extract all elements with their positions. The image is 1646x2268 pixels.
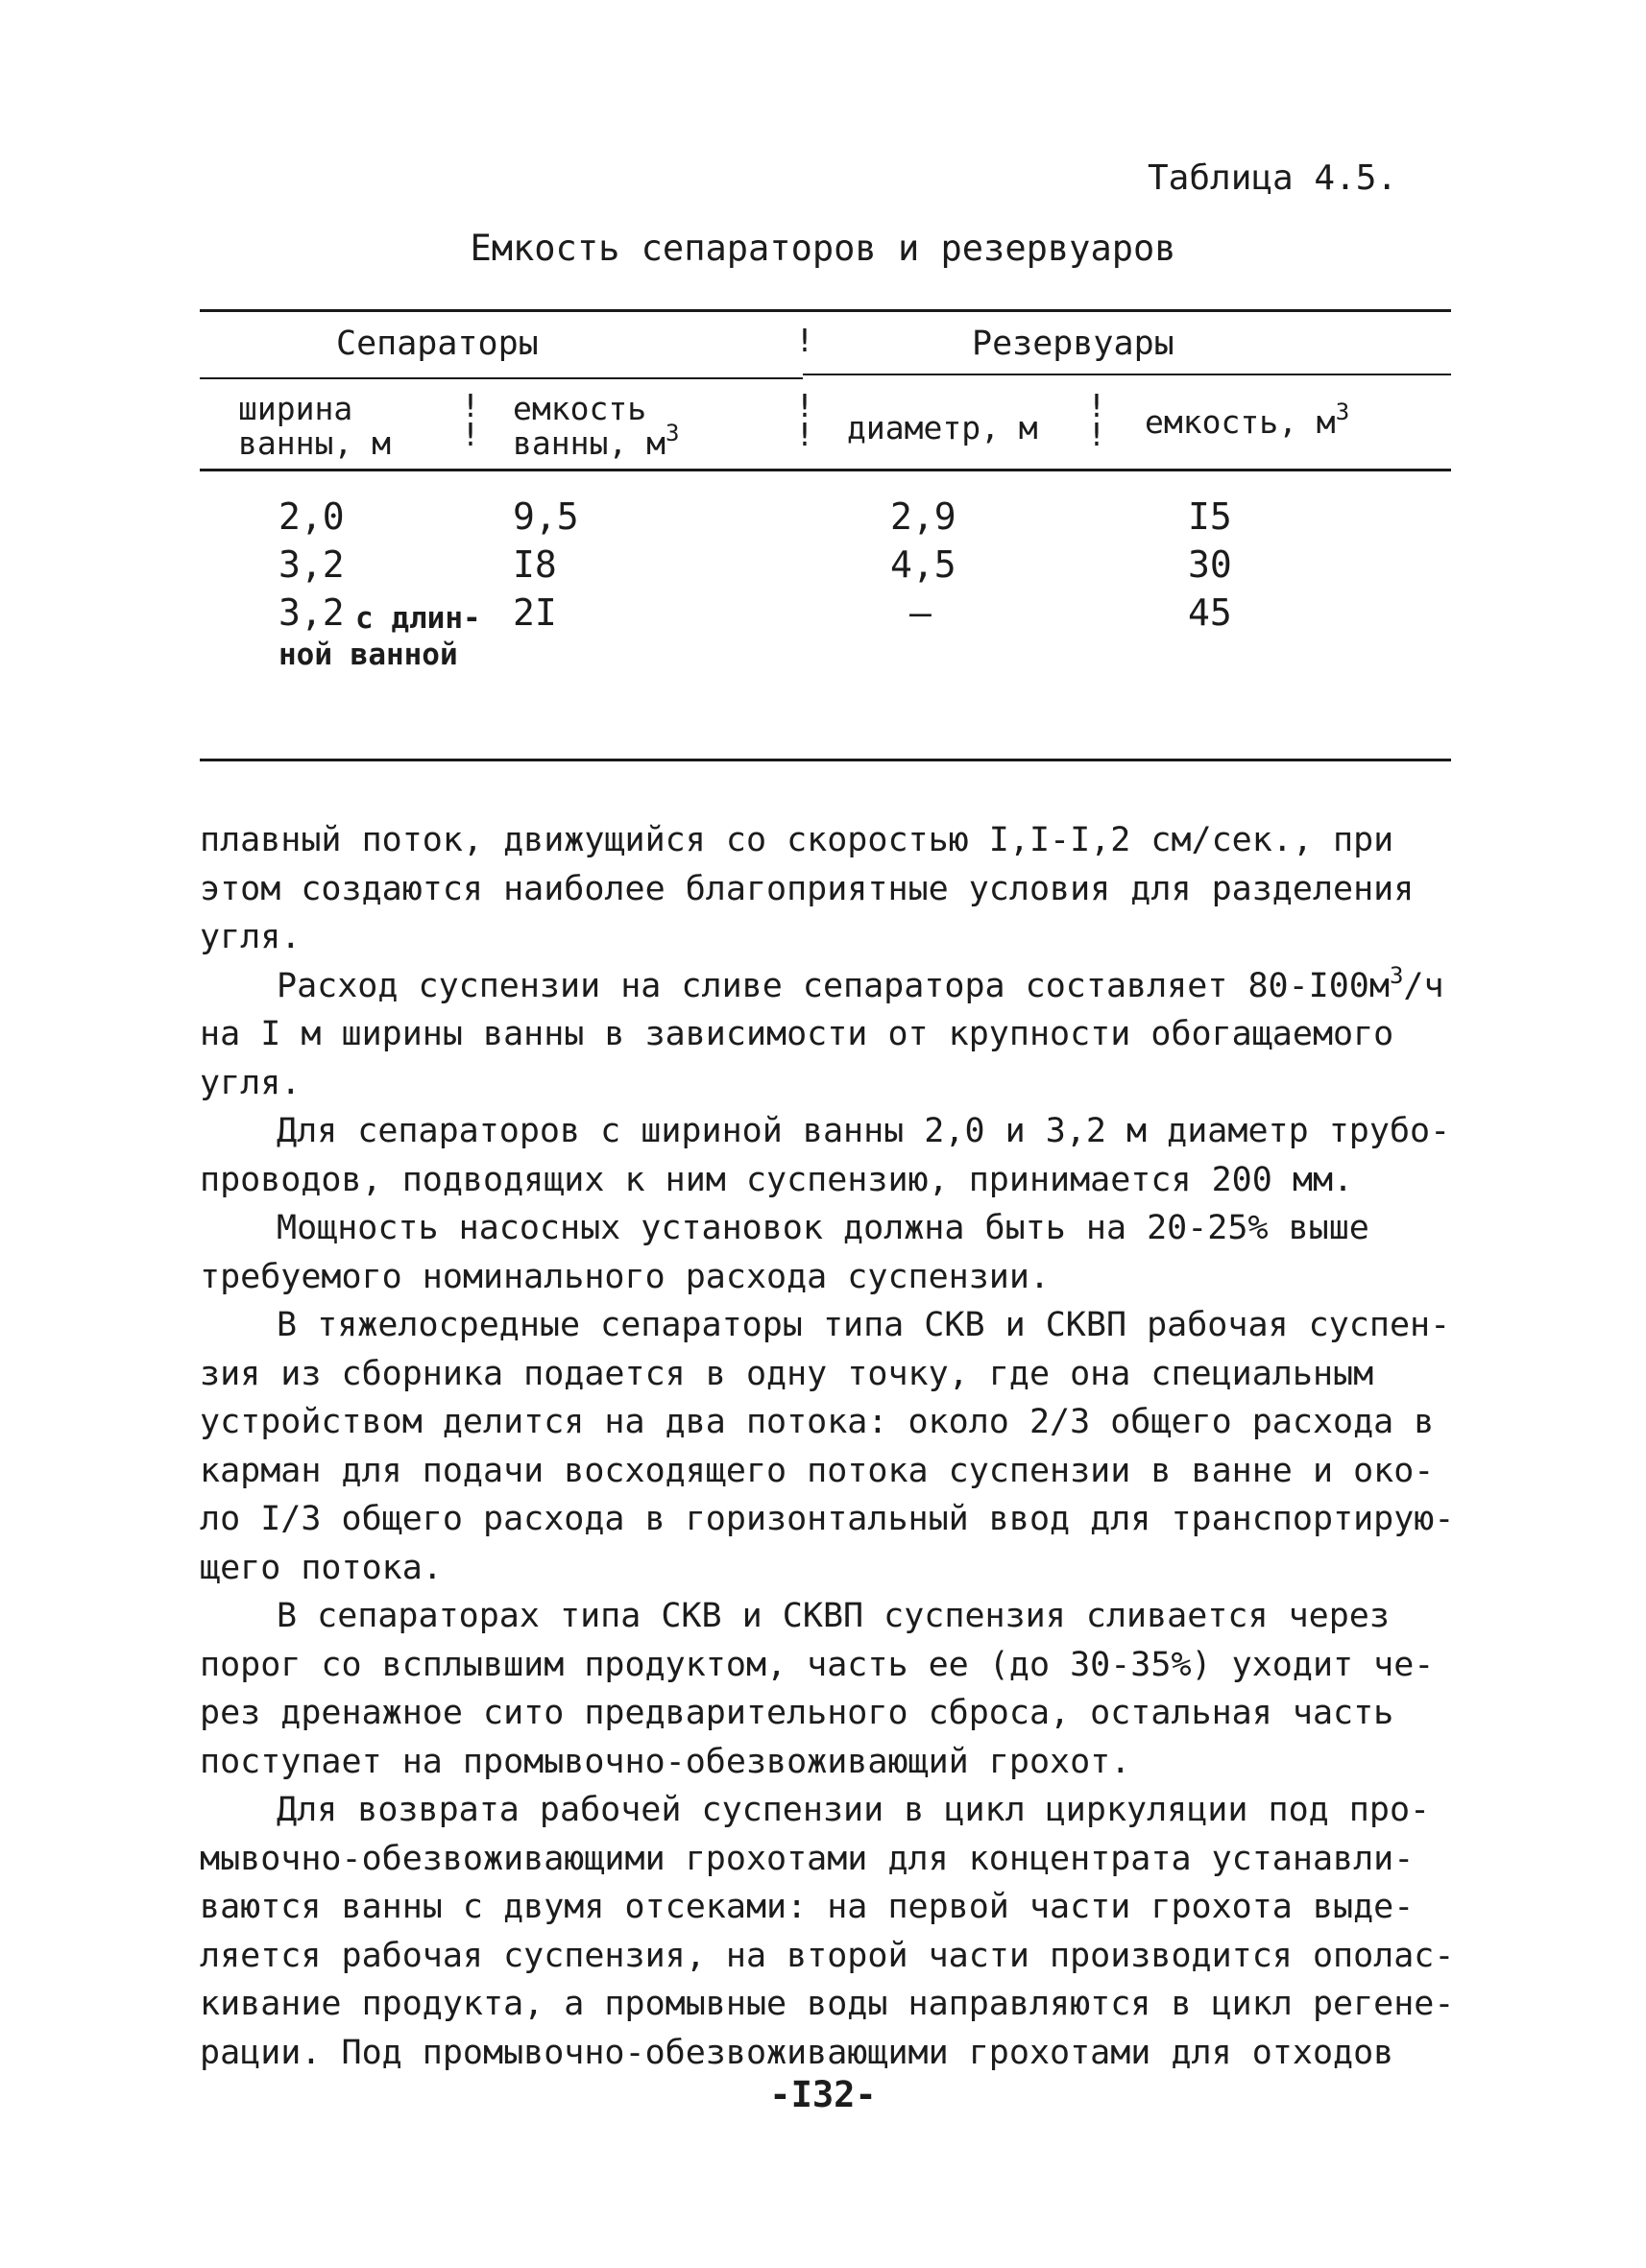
header-separators: Сепараторы xyxy=(336,325,539,363)
text-line: рез дренажное сито предварительного сброса, остальная часть xyxy=(200,1694,1394,1732)
text-line: кивание продукта, а промывные воды направляются в цикл регене- xyxy=(200,1985,1455,2023)
header-reservoir-capacity: емкость, $м^3$ xyxy=(1145,398,1350,441)
text-line: угля. xyxy=(200,1063,302,1102)
text-line: ляется рабочая суспензия, на второй части производится ополас- xyxy=(200,1936,1455,1975)
cell-width: 2,0 xyxy=(278,495,345,538)
reservoir-group-rule xyxy=(803,374,1451,375)
text-line: ваются ванны с двумя отсеками: на первой части грохота выде- xyxy=(200,1888,1415,1926)
cell-bath-capacity: 2I xyxy=(513,591,557,634)
header-bath-width-line2: ванны, м xyxy=(238,424,391,462)
text-line: Для возврата рабочей суспензии в цикл циркуляции под про- xyxy=(277,1791,1431,1829)
cell-diameter: 4,5 xyxy=(890,543,956,586)
text-line: рации. Под промывочно-обезвоживающими грохотами для отходов xyxy=(200,2033,1394,2072)
text-line: карман для подачи восходящего потока суспензии в ванне и око- xyxy=(200,1451,1435,1490)
header-bath-capacity xyxy=(513,392,679,461)
header-divider: ! ! xyxy=(461,387,480,453)
text-line: ло I/3 общего расхода в горизонтальный ввод для транспортирую- xyxy=(200,1500,1455,1538)
cell-width-note: с длин- xyxy=(355,601,481,636)
text-line: Мощность насосных установок должна быть на 20-25% выше xyxy=(277,1209,1369,1247)
header-diameter: диаметр, м xyxy=(847,409,1038,446)
table-label: Таблица 4.5. xyxy=(1148,158,1398,198)
header-bath-capacity-line2: ванны, $м^3$ xyxy=(513,420,680,462)
cell-reservoir-capacity: I5 xyxy=(1188,495,1232,538)
text-line: этом создаются наиболее благоприятные условия для разделения xyxy=(200,869,1415,908)
header-divider: ! ! xyxy=(795,387,814,453)
cell-diameter: 2,9 xyxy=(890,495,956,538)
cell-reservoir-capacity: 30 xyxy=(1188,543,1232,586)
header-divider: ! xyxy=(795,322,814,359)
cell-reservoir-capacity: 45 xyxy=(1188,591,1232,634)
text-line: порог со всплывшим продуктом, часть ее (до 30-35%) уходит че- xyxy=(200,1645,1435,1684)
text-line: угля. xyxy=(200,918,302,956)
page-number: -I32- xyxy=(769,2074,877,2115)
text-line: устройством делится на два потока: около 2/3 общего расхода в xyxy=(200,1403,1435,1441)
text-line: проводов, подводящих к ним суспензию, принимается 200 мм. xyxy=(200,1160,1354,1199)
text-line: поступает на промывочно-обезвоживающий грохот. xyxy=(200,1742,1131,1781)
header-divider: ! ! xyxy=(1087,387,1106,453)
cell-bath-capacity: I8 xyxy=(513,543,557,586)
text-line: зия из сборника подается в одну точку, где она специальным xyxy=(200,1354,1374,1393)
cell-diameter: – xyxy=(909,591,932,634)
cell-width: 3,2 xyxy=(278,591,345,634)
text-line: мывочно-обезвоживающими грохотами для концентрата устанавли- xyxy=(200,1839,1415,1878)
text-line: щего потока. xyxy=(200,1548,443,1587)
text-line: Для сепараторов с шириной ванны 2,0 и 3,2 м диаметр трубо- xyxy=(277,1112,1451,1150)
header-bath-width xyxy=(238,392,391,461)
text-line: Расход суспензии на сливе сепаратора составляет $80-I00м^3/ч$ xyxy=(277,961,1444,1005)
text-line: на I м ширины ванны в зависимости от крупности обогащаемого xyxy=(200,1015,1394,1053)
header-bottom-rule xyxy=(200,469,1451,471)
cell-width: 3,2 xyxy=(278,543,345,586)
body-text xyxy=(200,816,1458,2077)
text-line: плавный поток, движущийся со скоростью I,I-I,2 см/сек., при xyxy=(200,821,1394,859)
text-line: требуемого номинального расхода суспензии. xyxy=(200,1257,1051,1296)
header-reservoirs: Резервуары xyxy=(972,325,1174,363)
text-line: В тяжелосредные сепараторы типа СКВ и СКВП рабочая суспен- xyxy=(277,1306,1451,1344)
table-bottom-rule xyxy=(200,759,1451,761)
table-title: Емкость сепараторов и резервуаров xyxy=(470,228,1176,269)
cell-bath-capacity: 9,5 xyxy=(513,495,579,538)
cell-width-note: ной ванной xyxy=(278,638,458,672)
separator-group-rule xyxy=(200,377,803,379)
header-bath-width-line1: ширина xyxy=(238,390,353,427)
table-top-rule xyxy=(200,309,1451,312)
header-bath-capacity-line1: емкость xyxy=(513,390,647,427)
text-line: В сепараторах типа СКВ и СКВП суспензия сливается через xyxy=(277,1597,1390,1635)
